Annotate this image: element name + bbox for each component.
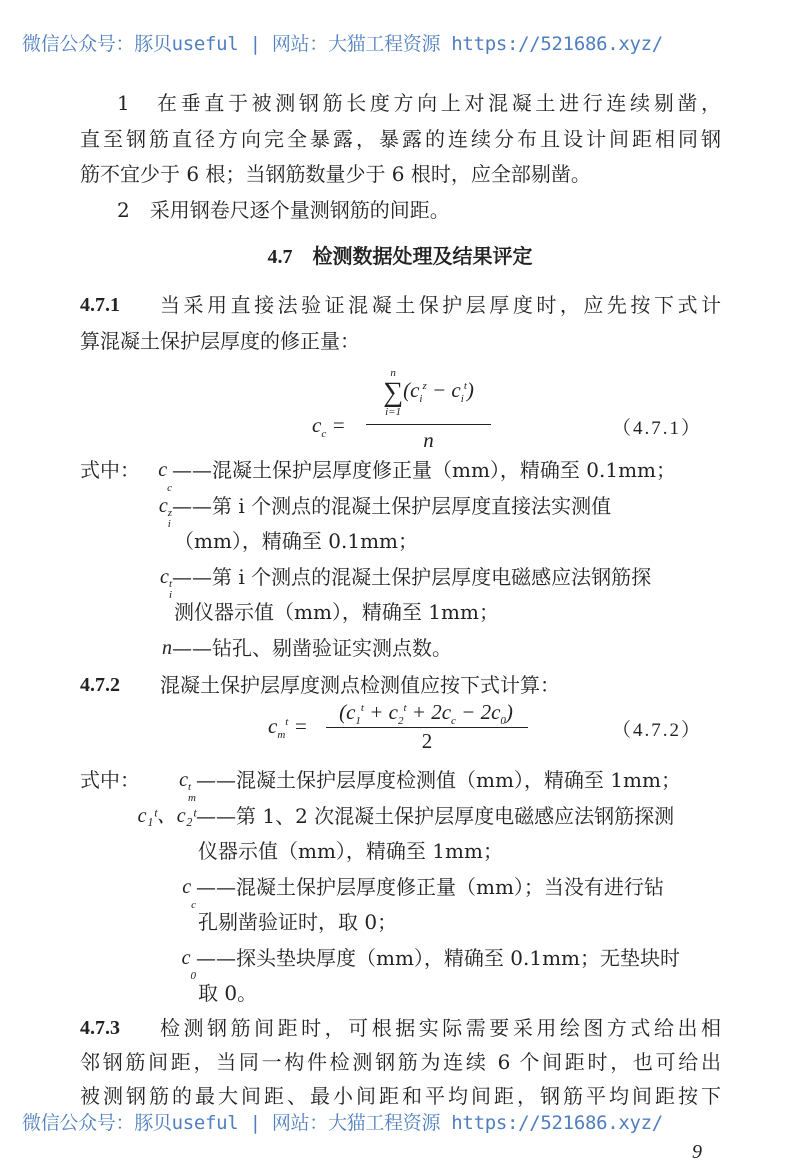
paragraph-line: 1 在垂直于被测钢筋长度方向上对混凝土进行连续剔凿， — [117, 91, 721, 115]
denominator: 2 — [421, 729, 433, 753]
clause-4-7-1 — [80, 293, 721, 317]
definition-prefix: 式中： — [80, 458, 140, 482]
clause-4-7-2 — [80, 673, 560, 697]
page-number: 9 — [692, 1141, 702, 1163]
paragraph-line: 被测钢筋的最大间距、最小间距和平均间距，钢筋平均间距按下 — [80, 1084, 721, 1108]
section-heading: 4.7 检测数据处理及结果评定 — [267, 246, 533, 268]
definition-symbol: c c — [158, 459, 172, 494]
paragraph-line: 邻钢筋间距，当同一构件检测钢筋为连续 6 个间距时，也可给出 — [80, 1050, 721, 1074]
paragraph-line: 筋不宜少于 6 根；当钢筋数量少于 6 根时，应全部剔凿。 — [80, 162, 591, 186]
definition-continuation: 测仪器示值（mm），精确至 1mm； — [174, 600, 499, 624]
document-page: 微信公众号：豚贝useful | 网站：大猫工程资源 https://521686.xyz/ 1 在垂直于被测钢筋长度方向上对混凝土进行连续剔凿， 直至钢筋直径方向完全暴露，暴露的连续分布且设计间距相同钢 筋不宜少于 6 根；当钢筋数量少于 6 根时，应全部剔凿。 2 采用钢卷尺逐个量测钢筋的间距。 4.7 检测数据处理及结果评定 4.7.1 当采用直接法验证混凝土保护层厚度时，应先按下式计 算混凝土保护层厚度的修正量： $c_c$ = n ∑ i=1 $(c_i^z - c_i^t)$ n （4.7.1） 式中： c c ——混凝土保护层厚度修正量（mm），精确至 0.1mm； c z i ——第 i 个测点的混凝土保护层厚度直接法实测值 （mm），精确至 0.1mm； c t i ——第 i 个测点的混凝土保护层厚度电磁感应法钢筋探 测仪器示值（mm），精确至 1mm； n ——钻孔、剔凿验证实测点数。 4.7.2 混凝土保护层厚度测点检测值应按下式计算： $c_m^t$ = $(c_1^t + c_2^t + 2c_c - 2c_0)$ 2 （4.7.2） 式中： c t m ——混凝土保护层厚度检测值（mm），精确至 1mm； c₁ᵗ、c₂ᵗ ——第 1、2 次混凝土保护层厚度电磁感应法钢筋探测 仪器示值（mm），精确至 1mm； c c ——混凝土保护层厚度修正量（mm）；当没有进行钻 孔剔凿验证时，取 0； c 0 ——探头垫块厚度（mm），精确至 0.1mm；无垫块时 取 0。 4.7.3 检测钢筋间距时，可根据实际需要采用绘图方式给出相 邻钢筋间距，当同一构件检测钢筋为连续 6 个间距时，也可给出 被测钢筋的最大间距、最小间距和平均间距，钢筋平均间距按下 微信公众号：豚贝useful | 网站：大猫工程资源 https://521686.xyz/ 9 — [0, 0, 800, 1170]
definition-symbol: c c — [182, 875, 196, 911]
definition-symbol: c t m — [179, 769, 196, 804]
definition-symbol: c z i — [158, 494, 172, 530]
clause-number: 4.7.3 — [80, 1017, 120, 1039]
clause-text: 当采用直接法验证混凝土保护层厚度时，应先按下式计 — [160, 293, 721, 317]
definition-prefix: 式中： — [80, 768, 140, 792]
equation-number: （4.7.1） — [612, 418, 703, 439]
definition-text: ——第 i 个测点的混凝土保护层厚度直接法实测值 — [172, 493, 612, 518]
definition-text: ——混凝土保护层厚度修正量（mm）；当没有进行钻 — [196, 874, 664, 899]
equation-number: （4.7.2） — [612, 720, 703, 741]
watermark-top: 微信公众号：豚贝useful | 网站：大猫工程资源 https://521686.xyz/ — [22, 33, 663, 55]
definition-text: ——第 1、2 次混凝土保护层厚度电磁感应法钢筋探测 — [196, 803, 675, 828]
clause-4-7-3 — [80, 1016, 721, 1040]
definition-symbol: c t i — [160, 565, 172, 601]
paragraph-line: 算混凝土保护层厚度的修正量： — [80, 329, 360, 353]
definition-continuation: （mm），精确至 0.1mm； — [174, 529, 419, 553]
watermark-bottom: 微信公众号：豚贝useful | 网站：大猫工程资源 https://521686.xyz/ — [22, 1112, 663, 1134]
definition-text: ——探头垫块厚度（mm），精确至 0.1mm；无垫块时 — [196, 945, 681, 970]
clause-number: 4.7.2 — [80, 674, 120, 696]
paragraph-line: 2 采用钢卷尺逐个量测钢筋的间距。 — [117, 198, 450, 222]
definition-text: ——混凝土保护层厚度检测值（mm），精确至 1mm； — [196, 768, 681, 792]
definition-text: ——第 i 个测点的混凝土保护层厚度电磁感应法钢筋探 — [172, 564, 652, 589]
definition-text: ——钻孔、剔凿验证实测点数。 — [172, 635, 452, 660]
clause-text: 检测钢筋间距时，可根据实际需要采用绘图方式给出相 — [160, 1016, 721, 1040]
definition-continuation: 孔剔凿验证时，取 0； — [198, 910, 398, 934]
clause-number: 4.7.1 — [80, 294, 120, 316]
definition-continuation: 仪器示值（mm），精确至 1mm； — [198, 839, 503, 863]
definition-continuation: 取 0。 — [198, 981, 258, 1005]
definition-symbol: c 0 — [181, 946, 196, 982]
definition-symbol: c₁ᵗ、c₂ᵗ — [137, 804, 196, 827]
clause-text: 混凝土保护层厚度测点检测值应按下式计算： — [160, 673, 560, 697]
paragraph-line: 直至钢筋直径方向完全暴露，暴露的连续分布且设计间距相同钢 — [80, 127, 721, 151]
definition-text: ——混凝土保护层厚度修正量（mm），精确至 0.1mm； — [172, 458, 677, 482]
definition-symbol: n — [162, 636, 172, 659]
